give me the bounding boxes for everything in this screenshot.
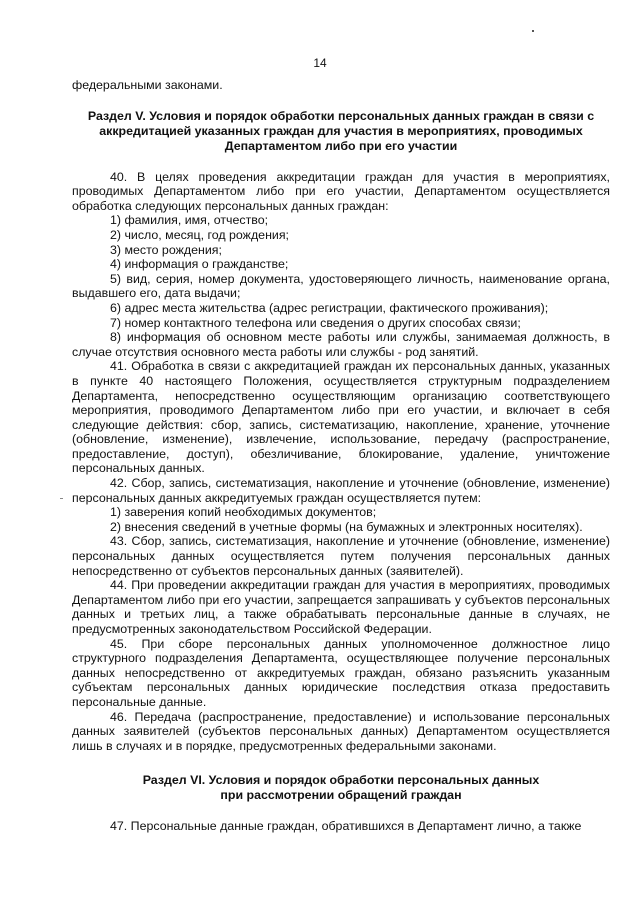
paragraph-41: 41. Обработка в связи с аккредитацией граждан их персональных данных, указанных в пункте 40 настоящего Положения, осуществляется структурным подразделением Департамента, непосредственно осуществляющим организацию соответствующего мероприятия, проводимого Департаментом либо при его участии, и включает в себя следующие действия: сбор, запись, систематизацию, накопление, хранение, уточнение (обновление, изменение), извлечение, использование, передачу (распространение, предоставление, доступ), обезличивание, блокирование, удаление, уничтожение персональных данных. <box>72 359 610 476</box>
paragraph-46: 46. Передача (распространение, предоставление) и использование персональных данных заявителей (субъектов персональных данных) Департаментом осуществляется лишь в случаях и в порядке, предусмотренных федеральными законами. <box>72 709 610 753</box>
list-item: 4) информация о гражданстве; <box>110 257 289 272</box>
list-item: 3) место рождения; <box>110 242 222 257</box>
paragraph-44: 44. При проведении аккредитации граждан для участия в мероприятиях, проводимых Департаментом либо при его участии, запрещается запрашивать у субъектов персональных данных и третьих лиц, а также обрабатывать персональные данные в случаях, не предусмотренных законодательством Российской Федерации. <box>72 578 610 636</box>
list-item: 7) номер контактного телефона или сведения о других способах связи; <box>110 315 521 330</box>
paragraph-47: 47. Персональные данные граждан, обратившихся в Департамент лично, а также <box>110 819 582 834</box>
list-item: 2) внесения сведений в учетные формы (на бумажных и электронных носителях). <box>110 519 583 534</box>
list-item: 6) адрес места жительства (адрес регистрации, фактического проживания); <box>110 300 549 315</box>
paragraph-43: 43. Сбор, запись, систематизация, накопление и уточнение (обновление, изменение) персональных данных осуществляется путем получения персональных данных непосредственно от субъектов персональных данных (заявителей). <box>72 534 610 578</box>
paragraph-42: 42. Сбор, запись, систематизация, накопление и уточнение (обновление, изменение) персональных данных аккредитуемых граждан осуществляется путем: <box>72 476 610 505</box>
list-item: 2) число, месяц, год рождения; <box>110 227 289 242</box>
list-item: 5) вид, серия, номер документа, удостоверяющего личность, наименование органа, выдавшего его, дата выдачи; <box>72 271 610 301</box>
list-item: 1) фамилия, имя, отчество; <box>110 213 269 228</box>
section-6-heading-line: при рассмотрении обращений граждан <box>220 788 462 803</box>
list-item: 1) заверения копий необходимых документов; <box>110 505 377 520</box>
paragraph-45: 45. При сборе персональных данных уполномоченное должностное лицо структурного подразделения Департамента, осуществляющее получение персональных данных непосредственно от аккредитуемых граждан, обязано разъяснить указанным субъектам персональных данных юридические последствия отказа предоставить персональные данные. <box>72 636 610 709</box>
scan-speck <box>60 498 63 499</box>
lead-text: федеральными законами. <box>72 78 223 92</box>
document-body <box>72 78 610 834</box>
scan-speck <box>532 30 534 32</box>
list-item: 8) информация об основном месте работы или службы, занимаемая должность, в случае отсутствия основного места работы или службы - род занятий. <box>72 330 610 359</box>
section-6-heading-line: Раздел VI. Условия и порядок обработки персональных данных <box>142 773 540 788</box>
section-5-heading: Раздел V. Условия и порядок обработки персональных данных граждан в связи с аккредитацией указанных граждан для участия в мероприятиях, проводимых Департаментом либо при его участии <box>87 108 595 153</box>
paragraph-40: 40. В целях проведения аккредитации граждан для участия в мероприятиях, проводимых Департаментом либо при его участии, Департаментом осуществляется обработка следующих персональных данных граждан: <box>72 169 610 213</box>
page-number: 14 <box>313 56 327 70</box>
section-6-heading <box>72 773 610 803</box>
